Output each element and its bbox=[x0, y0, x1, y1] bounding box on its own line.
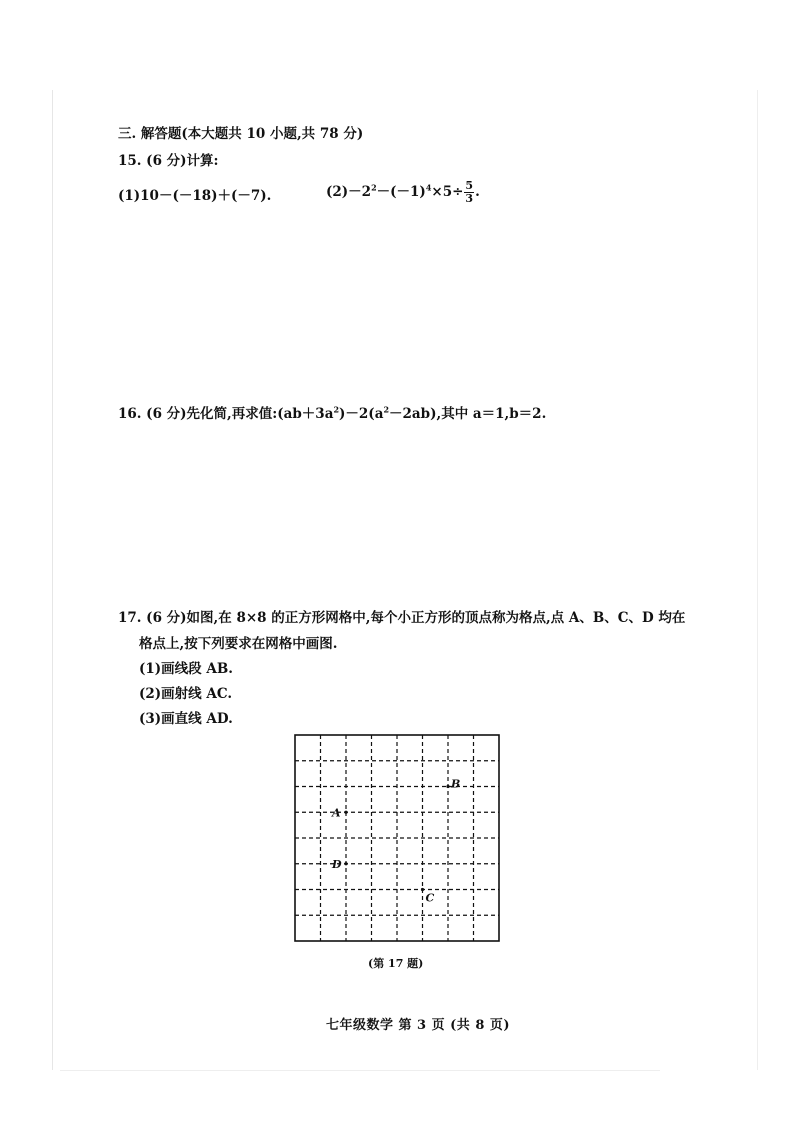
q17-part3: (3)画直线 AD. bbox=[139, 711, 233, 727]
grid-point-d bbox=[344, 862, 347, 865]
q15-part2-mid2: ×5÷ bbox=[431, 184, 464, 200]
fraction-numerator: 5 bbox=[465, 179, 474, 192]
q17-part1: (1)画线段 AB. bbox=[139, 661, 233, 677]
q17-line1: 17. (6 分)如图,在 8×8 的正方形网格中,每个小正方形的顶点称为格点,点 A、B、C、D 均在 bbox=[118, 610, 686, 626]
q17-grid-figure bbox=[294, 734, 500, 942]
q15-part2 bbox=[326, 180, 480, 205]
fraction-denominator: 3 bbox=[465, 192, 474, 205]
page-edge-left bbox=[52, 90, 53, 1070]
page-edge-bottom bbox=[60, 1070, 660, 1071]
q17-part2: (2)画射线 AC. bbox=[139, 686, 233, 702]
q15-part2-end: . bbox=[475, 184, 480, 200]
page-footer: 七年级数学 第 3 页 (共 8 页) bbox=[326, 1018, 511, 1033]
point-label-d: D bbox=[332, 857, 342, 871]
point-label-b: B bbox=[451, 777, 461, 791]
point-label-a: A bbox=[332, 806, 341, 820]
section-heading: 三. 解答题(本大题共 10 小题,共 78 分) bbox=[118, 126, 364, 142]
q16-question bbox=[118, 402, 546, 422]
grid-point-c bbox=[421, 888, 424, 891]
figure-caption: (第 17 题) bbox=[368, 957, 424, 970]
q16-exp-a: 2 bbox=[333, 404, 340, 415]
q15-part2-prefix: (2)－2 bbox=[326, 184, 372, 200]
grid-point-b bbox=[446, 785, 449, 788]
q16-exp-b: 2 bbox=[383, 404, 390, 415]
q15-part2-mid: －(－1) bbox=[376, 184, 426, 200]
q17-line2: 格点上,按下列要求在网格中画图. bbox=[139, 636, 338, 652]
grid-svg bbox=[294, 734, 500, 942]
grid-point-a bbox=[344, 811, 347, 814]
q15-part1: (1)10－(－18)＋(－7). bbox=[118, 188, 272, 204]
q16-text-a: 16. (6 分)先化简,再求值:(ab＋3a bbox=[118, 406, 334, 422]
q15-fraction bbox=[464, 180, 474, 205]
page-edge-right bbox=[757, 90, 758, 1070]
point-label-c: C bbox=[425, 891, 435, 905]
q15-intro: 15. (6 分)计算: bbox=[118, 153, 219, 169]
q15-part2-exp1: 2 bbox=[371, 182, 377, 193]
q16-text-b: )－2(a bbox=[339, 406, 384, 422]
q16-text-c: －2ab),其中 a＝1,b＝2. bbox=[389, 406, 547, 422]
q15-part2-exp2: 4 bbox=[425, 182, 432, 193]
